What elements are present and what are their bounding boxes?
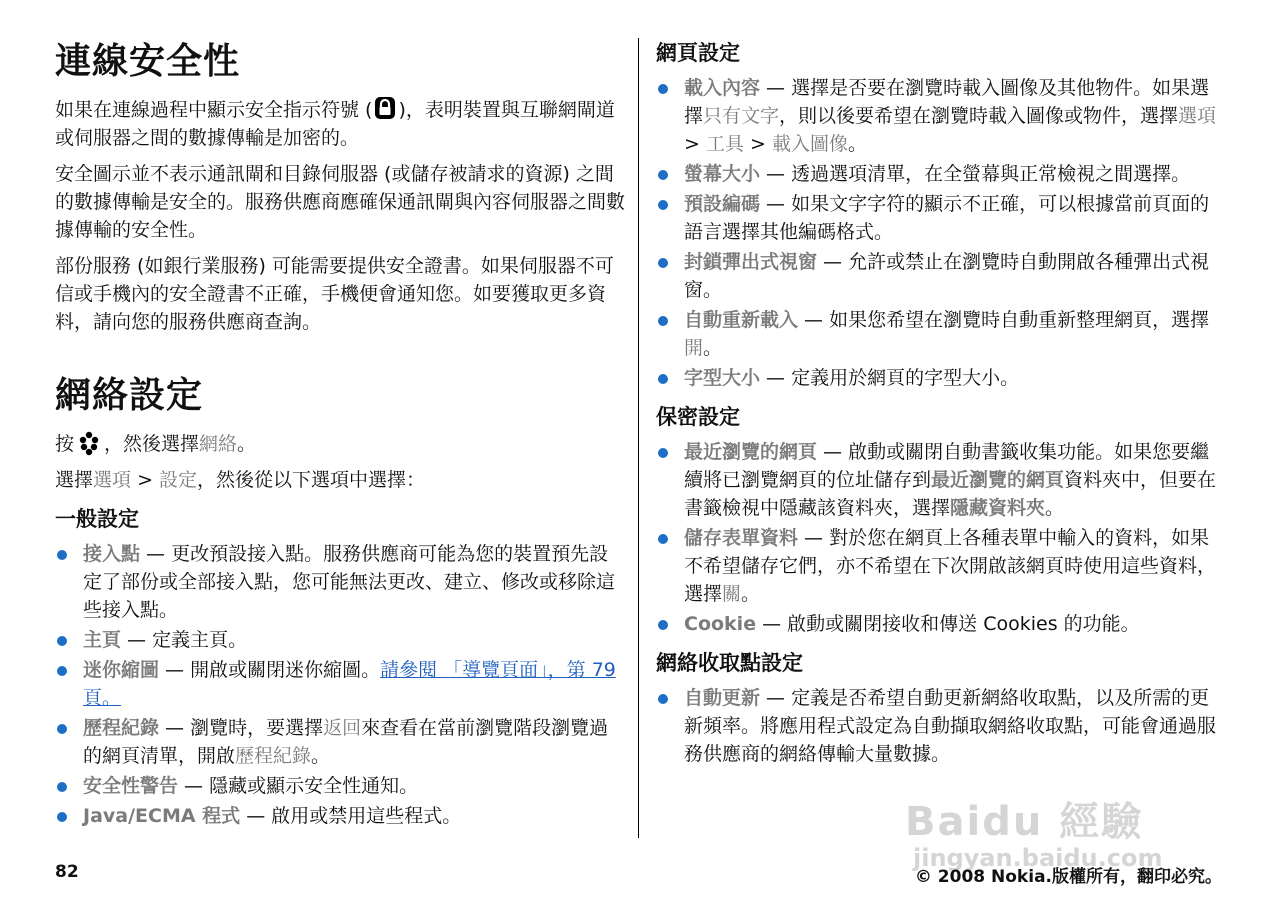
right-column bbox=[656, 0, 1228, 770]
lock-icon bbox=[374, 96, 396, 120]
list-item: 自動更新 — 定義是否希望自動更新網絡收取點，以及所需的更新頻率。將應用程式設定為自動擷取網絡收取點，可能會通過服務供應商的網絡傳輸大量數據。 bbox=[656, 684, 1228, 768]
option-network: 網絡 bbox=[199, 433, 238, 455]
option-options: 選項 bbox=[93, 469, 132, 491]
paragraph-security-indicator: 如果在連線過程中顯示安全指示符號 ( )，表明裝置與互聯網閘道或伺服器之間的數據傳輸是加密的。 bbox=[55, 96, 627, 152]
cross-reference-link[interactable]: 請參閱 「導覽頁面」，第 79 頁。 bbox=[83, 659, 616, 709]
list-item: Cookie — 啟動或關閉接收和傳送 Cookies 的功能。 bbox=[656, 610, 1228, 638]
section-title-connection-security: 連線安全性 bbox=[55, 41, 241, 82]
privacy-settings-list bbox=[656, 438, 1228, 638]
list-item: 主頁 — 定義主頁。 bbox=[55, 626, 627, 654]
menu-key-icon bbox=[78, 430, 100, 456]
paragraph-certificates: 部份服務 (如銀行業服務) 可能需要提供安全證書。如果伺服器不可信或手機內的安全證書不正確，手機便會通知您。如要獲取更多資料，請向您的服務供應商查詢。 bbox=[55, 255, 614, 333]
list-item: 封鎖彈出式視窗 — 允許或禁止在瀏覽時自動開啟各種彈出式視窗。 bbox=[656, 248, 1228, 304]
list-item: 儲存表單資料 — 對於您在網頁上各種表單中輸入的資料，如果不希望儲存它們，亦不希望在下次開啟該網頁時使用這些資料，選擇關。 bbox=[656, 524, 1228, 608]
list-item: 載入內容 — 選擇是否要在瀏覽時載入圖像及其他物件。如果選擇只有文字，則以後要希望在瀏覽時載入圖像或物件，選擇選項 > 工具 > 載入圖像。 bbox=[656, 74, 1228, 158]
list-item: 預設編碼 — 如果文字字符的顯示不正確，可以根據當前頁面的語言選擇其他編碼格式。 bbox=[656, 190, 1228, 246]
column-divider bbox=[638, 38, 639, 838]
list-item: 迷你縮圖 — 開啟或關閉迷你縮圖。請參閱 「導覽頁面」，第 79 頁。 bbox=[55, 656, 627, 712]
list-item: 接入點 — 更改預設接入點。服務供應商可能為您的裝置預先設定了部份或全部接入點，您可能無法更改、建立、修改或移除這些接入點。 bbox=[55, 540, 627, 624]
section-title-network-settings: 網絡設定 bbox=[55, 375, 204, 416]
watermark-logo-text: Baidu 經驗 bbox=[905, 799, 1144, 845]
list-item: 歷程紀錄 — 瀏覽時，要選擇返回來查看在當前瀏覽階段瀏覽過的網頁清單，開啟歷程紀錄。 bbox=[55, 714, 627, 770]
subheading-page-settings: 網頁設定 bbox=[656, 41, 740, 65]
list-item: 螢幕大小 — 透過選項清單，在全螢幕與正常檢視之間選擇。 bbox=[656, 160, 1228, 188]
copyright-notice: © 2008 Nokia.版權所有，翻印必究。 bbox=[914, 867, 1222, 887]
left-column bbox=[55, 0, 627, 832]
list-item: 自動重新載入 — 如果您希望在瀏覽時自動重新整理網頁，選擇開。 bbox=[656, 306, 1228, 362]
list-item: 字型大小 — 定義用於網頁的字型大小。 bbox=[656, 364, 1228, 392]
page-settings-list bbox=[656, 74, 1228, 392]
list-item: 安全性警告 — 隱藏或顯示安全性通知。 bbox=[55, 772, 627, 800]
option-settings: 設定 bbox=[159, 469, 198, 491]
watermark-url: jingyan.baidu.com bbox=[913, 844, 1163, 872]
page-number: 82 bbox=[55, 862, 79, 882]
subheading-feed-settings: 網絡收取點設定 bbox=[656, 651, 803, 675]
paragraph-select-options: 選擇選項 > 設定，然後從以下選項中選擇： bbox=[55, 469, 426, 491]
general-settings-list bbox=[55, 540, 627, 830]
subheading-general-settings: 一般設定 bbox=[55, 507, 139, 531]
feed-settings-list bbox=[656, 684, 1228, 768]
list-item: Java/ECMA 程式 — 啟用或禁用這些程式。 bbox=[55, 802, 627, 830]
list-item: 最近瀏覽的網頁 — 啟動或關閉自動書籤收集功能。如果您要繼續將已瀏覽網頁的位址儲存到最近瀏覽的網頁資料夾中，但要在書籤檢視中隱藏該資料夾，選擇隱藏資料夾。 bbox=[656, 438, 1228, 522]
paragraph-security-note: 安全圖示並不表示通訊閘和目錄伺服器 (或儲存被請求的資源) 之間的數據傳輸是安全的。服務供應商應確保通訊閘與內容伺服器之間數據傳輸的安全性。 bbox=[55, 163, 626, 241]
subheading-privacy-settings: 保密設定 bbox=[656, 405, 740, 429]
paragraph-press-key: 按 ，然後選擇網絡。 bbox=[55, 430, 627, 458]
